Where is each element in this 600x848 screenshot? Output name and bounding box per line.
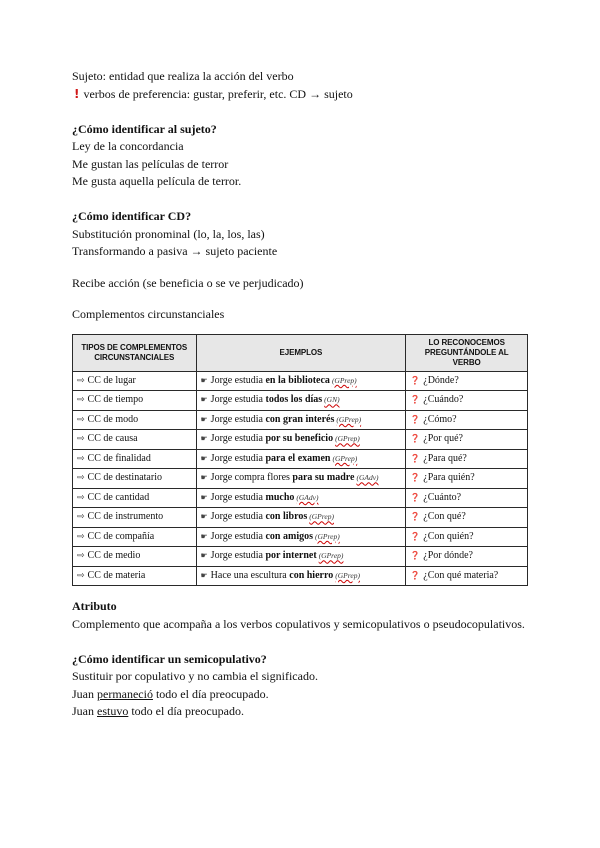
question-icon: ❓ xyxy=(410,473,421,483)
grammar-tag: (GPrep) xyxy=(314,531,340,541)
pointer-icon: ☛ xyxy=(200,473,208,483)
grammar-tag: (GPrep) xyxy=(335,570,360,580)
question-icon: ❓ xyxy=(410,570,421,580)
cc-type-cell: ⇨ CC de tiempo xyxy=(73,391,197,411)
cc-type-cell: ⇨ CC de lugar xyxy=(73,371,197,391)
cd-line: Transformando a pasiva → sujeto paciente xyxy=(72,244,278,258)
arrow-right-icon: ⇨ xyxy=(77,414,85,425)
grammar-tag: (GPrep) xyxy=(336,414,362,424)
document-page xyxy=(72,68,528,721)
semicop-example: Juan estuvo todo el día preocupado. xyxy=(72,704,244,718)
cc-question-cell: ❓ ¿Para quién? xyxy=(406,469,528,489)
cc-type-cell: ⇨ CC de cantidad xyxy=(73,488,197,508)
warning-line xyxy=(72,86,528,104)
pointer-icon: ☛ xyxy=(200,414,208,424)
exclamation-icon: ! xyxy=(74,86,80,101)
cd-line: Substitución pronominal (lo, la, los, las) xyxy=(72,226,265,241)
cc-question-cell: ❓ ¿Cómo? xyxy=(406,410,528,430)
cc-example-cell: ☛ Jorge estudia por internet (GPrep) xyxy=(196,547,406,567)
semicop-heading: ¿Cómo identificar un semicopulativo? xyxy=(72,651,267,666)
cc-question-cell: ❓ ¿Con qué? xyxy=(406,508,528,528)
cc-example-cell: ☛ Jorge estudia con amigos (GPrep) xyxy=(196,527,406,547)
table-row xyxy=(73,488,528,508)
pointer-icon: ☛ xyxy=(200,434,208,444)
header-ejemplos: EJEMPLOS xyxy=(196,334,406,371)
table-row xyxy=(73,391,528,411)
cc-type-cell: ⇨ CC de materia xyxy=(73,566,197,586)
cc-example-cell: ☛ Jorge estudia por su beneficio (GPrep) xyxy=(196,430,406,450)
cc-type-cell: ⇨ CC de instrumento xyxy=(73,508,197,528)
grammar-tag: (GPrep) xyxy=(309,512,334,522)
semicop-line: Sustituir por copulativo y no cambia el significado. xyxy=(72,669,318,683)
table-row xyxy=(73,566,528,586)
example-keyword: con libros xyxy=(265,511,308,523)
table-body xyxy=(73,371,528,586)
pointer-icon: ☛ xyxy=(200,492,208,502)
cc-type-cell: ⇨ CC de modo xyxy=(73,410,197,430)
example-keyword: en la biblioteca xyxy=(265,374,330,386)
example-keyword: con amigos xyxy=(265,530,313,542)
cc-question-cell: ❓ ¿Para qué? xyxy=(406,449,528,469)
question-icon: ❓ xyxy=(410,551,421,561)
arrow-right-icon: ⇨ xyxy=(77,551,85,562)
cc-type-cell: ⇨ CC de compañía xyxy=(73,527,197,547)
table-row xyxy=(73,527,528,547)
pointer-icon: ☛ xyxy=(200,551,208,561)
header-pregunta: LO RECONOCEMOS PREGUNTÁNDOLE AL VERBO xyxy=(406,334,528,371)
example-keyword: todos los días xyxy=(265,394,323,406)
header-tipos: TIPOS DE COMPLEMENTOS CIRCUNSTANCIALES xyxy=(73,334,197,371)
sujeto-line: Me gustan las películas de terror xyxy=(72,156,229,171)
pointer-icon: ☛ xyxy=(200,531,208,541)
table-row xyxy=(73,371,528,391)
cc-example-cell: ☛ Jorge estudia con libros (GPrep) xyxy=(196,508,406,528)
ci-line: Recibe acción (se beneficia o se ve perjudicado) xyxy=(72,275,304,290)
example-keyword: mucho xyxy=(265,491,295,503)
question-icon: ❓ xyxy=(410,531,421,541)
grammar-tag: (GPrep) xyxy=(331,375,357,385)
grammar-tag: (GAdv) xyxy=(296,492,319,502)
arrow-right-icon: ⇨ xyxy=(77,375,85,386)
table-row xyxy=(73,469,528,489)
cc-example-cell: ☛ Jorge estudia en la biblioteca (GPrep) xyxy=(196,371,406,391)
example-keyword: con gran interés xyxy=(265,413,335,425)
question-icon: ❓ xyxy=(410,395,421,405)
cc-question-cell: ❓ ¿Dónde? xyxy=(406,371,528,391)
cd-heading: ¿Cómo identificar CD? xyxy=(72,209,192,223)
pointer-icon: ☛ xyxy=(200,453,208,463)
example-keyword: con hierro xyxy=(289,569,334,581)
pointer-icon: ☛ xyxy=(200,570,208,580)
table-row xyxy=(73,430,528,450)
arrow-right-icon: ⇨ xyxy=(77,395,85,406)
arrow-right-icon: ⇨ xyxy=(77,453,85,464)
grammar-tag: (GPrep) xyxy=(335,434,360,444)
arrow-right-icon: ⇨ xyxy=(77,473,85,484)
cc-example-cell: ☛ Jorge estudia todos los días (GN) xyxy=(196,391,406,411)
arrow-right-icon: ⇨ xyxy=(77,434,85,445)
complementos-table xyxy=(72,334,528,587)
cc-example-cell: ☛ Jorge compra flores para su madre (GAdv) xyxy=(196,469,406,489)
table-header-row xyxy=(73,334,528,371)
arrow-right-icon: ⇨ xyxy=(77,512,85,523)
table-row xyxy=(73,410,528,430)
atributo-text: Complemento que acompaña a los verbos copulativos y semicopulativos o pseudocopulativos. xyxy=(72,616,525,631)
question-icon: ❓ xyxy=(410,375,421,385)
cc-question-cell: ❓ ¿Con quién? xyxy=(406,527,528,547)
question-icon: ❓ xyxy=(410,512,421,522)
cc-question-cell: ❓ ¿Por qué? xyxy=(406,430,528,450)
grammar-tag: (GAdv) xyxy=(356,473,379,483)
semicop-example: Juan permaneció todo el día preocupado. xyxy=(72,686,269,701)
cc-type-cell: ⇨ CC de causa xyxy=(73,430,197,450)
cc-example-cell: ☛ Hace una escultura con hierro (GPrep) xyxy=(196,566,406,586)
sujeto-line: Ley de la concordancia xyxy=(72,139,184,153)
sujeto-heading: ¿Cómo identificar al sujeto? xyxy=(72,121,217,136)
underlined-verb: permaneció xyxy=(97,686,153,701)
cc-question-cell: ❓ ¿Cuánto? xyxy=(406,488,528,508)
arrow-right-icon: ⇨ xyxy=(77,570,85,581)
example-keyword: para el examen xyxy=(265,452,331,464)
grammar-tag: (GN) xyxy=(324,395,340,405)
sujeto-definition: Sujeto: entidad que realiza la acción del verbo xyxy=(72,69,294,83)
question-icon: ❓ xyxy=(410,492,421,502)
grammar-tag: (GPrep) xyxy=(318,551,344,561)
arrow-right-icon: ⇨ xyxy=(77,492,85,503)
table-row xyxy=(73,547,528,567)
cc-example-cell: ☛ Jorge estudia para el examen (GPrep) xyxy=(196,449,406,469)
cc-example-cell: ☛ Jorge estudia mucho (GAdv) xyxy=(196,488,406,508)
example-keyword: para su madre xyxy=(292,472,355,484)
arrow-right-icon: ⇨ xyxy=(77,531,85,542)
complementos-title: Complementos circunstanciales xyxy=(72,307,225,321)
pointer-icon: ☛ xyxy=(200,395,208,405)
sujeto-line: Me gusta aquella película de terror. xyxy=(72,174,242,188)
table-row xyxy=(73,508,528,528)
question-icon: ❓ xyxy=(410,414,421,424)
question-icon: ❓ xyxy=(410,453,421,463)
atributo-heading: Atributo xyxy=(72,599,117,613)
cc-type-cell: ⇨ CC de medio xyxy=(73,547,197,567)
pointer-icon: ☛ xyxy=(200,512,208,522)
example-keyword: por su beneficio xyxy=(265,433,334,445)
warning-text: verbos de preferencia: gustar, preferir, etc. CD → sujeto xyxy=(83,86,353,101)
example-keyword: por internet xyxy=(265,550,317,562)
cc-question-cell: ❓ ¿Por dónde? xyxy=(406,547,528,567)
cc-question-cell: ❓ ¿Cuándo? xyxy=(406,391,528,411)
pointer-icon: ☛ xyxy=(200,375,208,385)
cc-type-cell: ⇨ CC de destinatario xyxy=(73,469,197,489)
question-icon: ❓ xyxy=(410,434,421,444)
cc-example-cell: ☛ Jorge estudia con gran interés (GPrep) xyxy=(196,410,406,430)
cc-type-cell: ⇨ CC de finalidad xyxy=(73,449,197,469)
underlined-verb: estuvo xyxy=(97,704,129,718)
grammar-tag: (GPrep) xyxy=(332,453,358,463)
table-row xyxy=(73,449,528,469)
cc-question-cell: ❓ ¿Con qué materia? xyxy=(406,566,528,586)
